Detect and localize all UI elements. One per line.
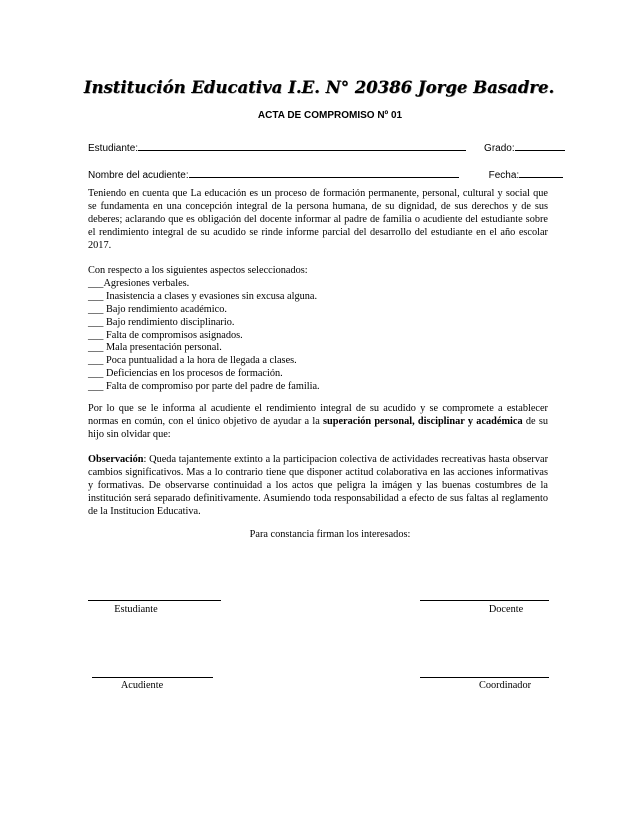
observation-text: : Queda tajantemente extinto a la participacion colectiva de actividades recreativas hasta observar cambios significativos. Mas a lo contrario tiene que disponer actitud colaborativa en las acciones informativas y formativas. De observarse continuidad a los actos que peligra la imágen y las buenas costumbres de la institución será separado definitivamente. Asumiendo toda responsabilidad a efecto de sus faltas al reglamento de la Institucion Educativa. xyxy=(88,454,548,518)
aspect-item: ___ Falta de compromiso por parte del padre de familia. xyxy=(88,381,320,393)
aspects-intro: Con respecto a los siguientes aspectos seleccionados: xyxy=(88,265,308,276)
aspects-list xyxy=(88,265,548,394)
aspect-item: ___Agresiones verbales. xyxy=(88,277,190,289)
guardian-date-row xyxy=(88,168,560,181)
date-field[interactable] xyxy=(519,168,563,178)
aspect-item: ___ Mala presentación personal. xyxy=(88,342,222,354)
observation-paragraph xyxy=(88,453,548,518)
guardian-label: Nombre del acudiente: xyxy=(88,170,189,181)
guardian-signature-line xyxy=(92,677,213,678)
coordinator-signature-label: Coordinador xyxy=(478,680,532,691)
institution-title: Institución Educativa I.E. N° 20386 Jorge Basadre. xyxy=(83,78,555,97)
aspect-item: ___ Deficiencias en los procesos de formación. xyxy=(88,368,283,380)
aspect-item: ___ Falta de compromisos asignados. xyxy=(88,329,243,341)
student-signature-line xyxy=(88,600,221,601)
document-subtitle: ACTA DE COMPROMISO Nº 01 xyxy=(257,110,403,121)
coordinator-signature-line xyxy=(420,677,549,678)
informed-paragraph xyxy=(88,402,548,441)
informed-text-end: de su hijo sin olvidar que: xyxy=(88,416,548,441)
aspect-item: ___ Bajo rendimiento académico. xyxy=(88,303,227,315)
grade-field[interactable] xyxy=(515,141,565,151)
guardian-signature-label: Acudiente xyxy=(120,680,164,691)
aspect-item: ___ Inasistencia a clases y evasiones sin excusa alguna. xyxy=(88,290,318,302)
aspect-item: ___ Poca puntualidad a la hora de llegada a clases. xyxy=(88,355,297,367)
aspect-item: ___ Bajo rendimiento disciplinario. xyxy=(88,316,235,328)
grade-label: Grado: xyxy=(484,143,515,154)
teacher-signature-line xyxy=(420,600,549,601)
informed-text: Por lo que se le informa al acudiente el rendimiento integral de su acudido y se compromete a establecer normas en común, con el único objetivo de ayudar a la xyxy=(88,403,548,428)
student-label: Estudiante: xyxy=(88,143,139,154)
intro-paragraph: Teniendo en cuenta que La educación es un proceso de formación permanente, personal, cultural y social que se fundamenta en una concepción integral de la persona humana, de su dignidad, de sus derechos y de sus deberes; aclarando que es obligación del docente informar al padre de familia o acudiente del estudiante sobre el rendimiento integral de su acudido se rinde informe parcial del desarrollo del estudiante en el año escolar 2017. xyxy=(88,188,548,252)
student-signature-label: Estudiante xyxy=(114,604,158,615)
informed-bold-text: superación personal, disciplinar y académica xyxy=(323,416,523,428)
guardian-field[interactable] xyxy=(189,168,459,178)
closing-line: Para constancia firman los interesados: xyxy=(249,529,411,540)
student-field[interactable] xyxy=(138,141,466,151)
student-grade-row xyxy=(88,141,560,154)
observation-label: Observación xyxy=(88,454,144,465)
teacher-signature-label: Docente xyxy=(488,604,524,615)
date-label: Fecha: xyxy=(488,170,520,181)
